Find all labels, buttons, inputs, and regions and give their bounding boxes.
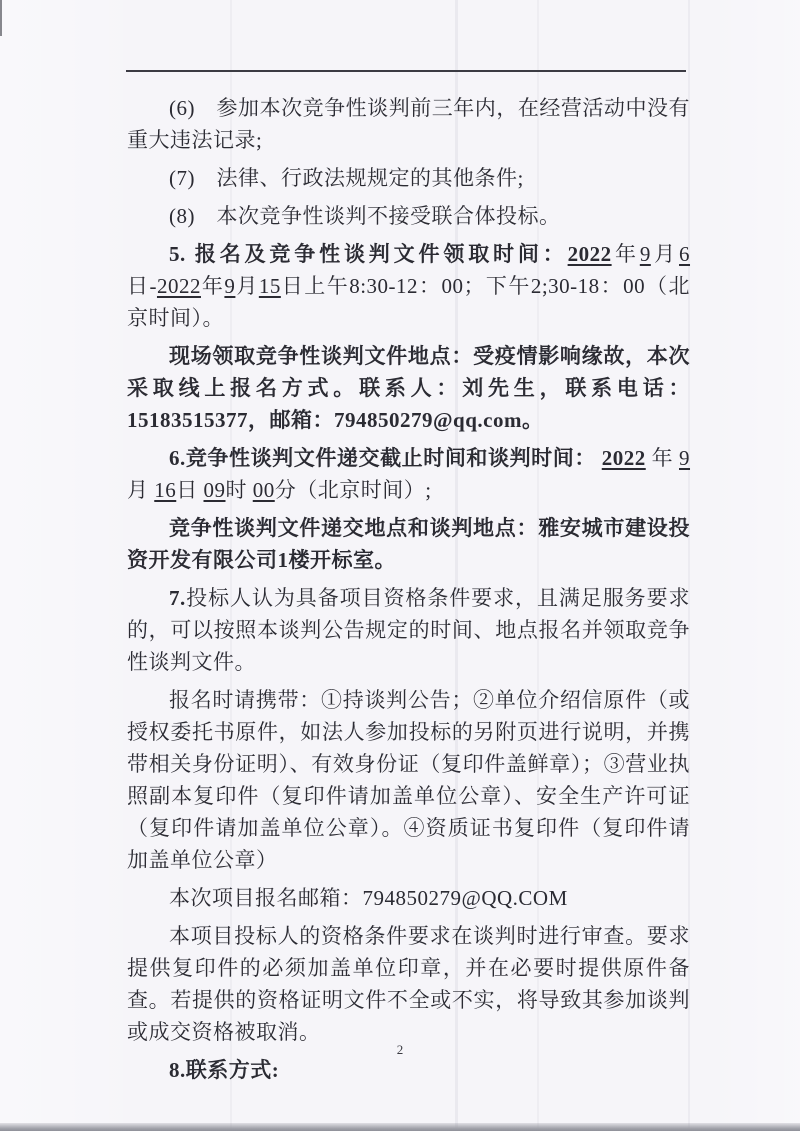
scan-bottom-edge (0, 1123, 800, 1131)
text-run: 时 (225, 478, 253, 502)
section-7-eligibility (127, 582, 690, 678)
scan-edge-artifact (0, 0, 2, 36)
text-run: 本次项目报名邮箱：794850279@QQ.COM (169, 886, 568, 910)
section-6-submission-deadline (127, 442, 690, 506)
text-run: 8.联系方式: (169, 1058, 280, 1082)
text-run: 2022 (567, 242, 612, 266)
registration-email (127, 882, 690, 914)
text-run: 2022 (601, 446, 646, 470)
text-run: 6 (679, 242, 691, 266)
text-run: 00 (252, 478, 275, 502)
section-5-document-collection-time (127, 238, 690, 334)
qualification-review (127, 920, 690, 1048)
text-run: (7) 法律、行政法规规定的其他条件; (169, 166, 524, 190)
clause-6 (127, 92, 690, 156)
text-run: 日 (176, 478, 204, 502)
text-run: 2022 (156, 274, 201, 298)
text-run: 月 (650, 242, 680, 266)
text-run: 9 (639, 242, 651, 266)
clause-8 (127, 200, 690, 232)
text-run: 日上午8:30-12：00；下午2;30-18：00（北京时间）。 (127, 274, 691, 330)
text-run: 16 (154, 478, 177, 502)
text-run: (6) 参加本次竞争性谈判前三年内，在经营活动中没有重大违法记录; (127, 96, 690, 152)
text-run: (8) 本次竞争性谈判不接受联合体投标。 (169, 204, 561, 228)
text-run: 年 (200, 274, 225, 298)
submission-location (127, 512, 690, 576)
text-run: 日- (127, 274, 157, 298)
registration-documents (127, 684, 690, 876)
text-run: 6.竞争性谈判文件递交截止时间和谈判时间： (169, 446, 602, 470)
text-run: 报名时请携带：①持谈判公告；②单位介绍信原件（或授权委托书原件，如法人参加投标的另附页进行说明，并携带相关身份证明）、有效身份证（复印件盖鲜章）；③营业执照副本复印件（复印件请加盖单位公章）、安全生产许可证（复印件请加盖单位公章）。④资质证书复印件（复印件请加盖单位公章） (127, 688, 690, 872)
page-number: 2 (396, 1042, 404, 1057)
section-8-contact (127, 1054, 690, 1086)
text-run: 现场领取竞争性谈判文件地点：受疫情影响缘故，本次采取线上报名方式。联系人：刘先生，联系电话：15183515377，邮箱：794850279@qq.com。 (127, 344, 690, 432)
text-run: 本项目投标人的资格条件要求在谈判时进行审查。要求提供复印件的必须加盖单位印章，并在必要时提供原件备查。若提供的资格证明文件不全或不实，将导致其参加谈判或成交资格被取消。 (127, 924, 690, 1044)
text-run: 投标人认为具备项目资格条件要求，且满足服务要求的，可以按照本谈判公告规定的时间、地点报名并领取竞争性谈判文件。 (127, 586, 690, 674)
header-rule (126, 70, 686, 72)
text-run: 月 (127, 478, 155, 502)
document-body (127, 92, 690, 1092)
text-run: 09 (203, 478, 226, 502)
onsite-collection-notice (127, 340, 690, 436)
text-run: 7. (169, 586, 186, 610)
text-run: 15 (258, 274, 281, 298)
text-run: 年 (645, 446, 680, 470)
text-run: 年 (611, 242, 640, 266)
text-run: 分（北京时间）; (274, 478, 432, 502)
text-run: 竞争性谈判文件递交地点和谈判地点：雅安城市建设投资开发有限公司1楼开标室。 (127, 516, 690, 572)
text-run: 月 (235, 274, 259, 298)
text-run: 9 (224, 274, 236, 298)
clause-7 (127, 162, 690, 194)
text-run: 5. 报名及竞争性谈判文件领取时间： (169, 242, 568, 266)
text-run: 9 (679, 446, 691, 470)
